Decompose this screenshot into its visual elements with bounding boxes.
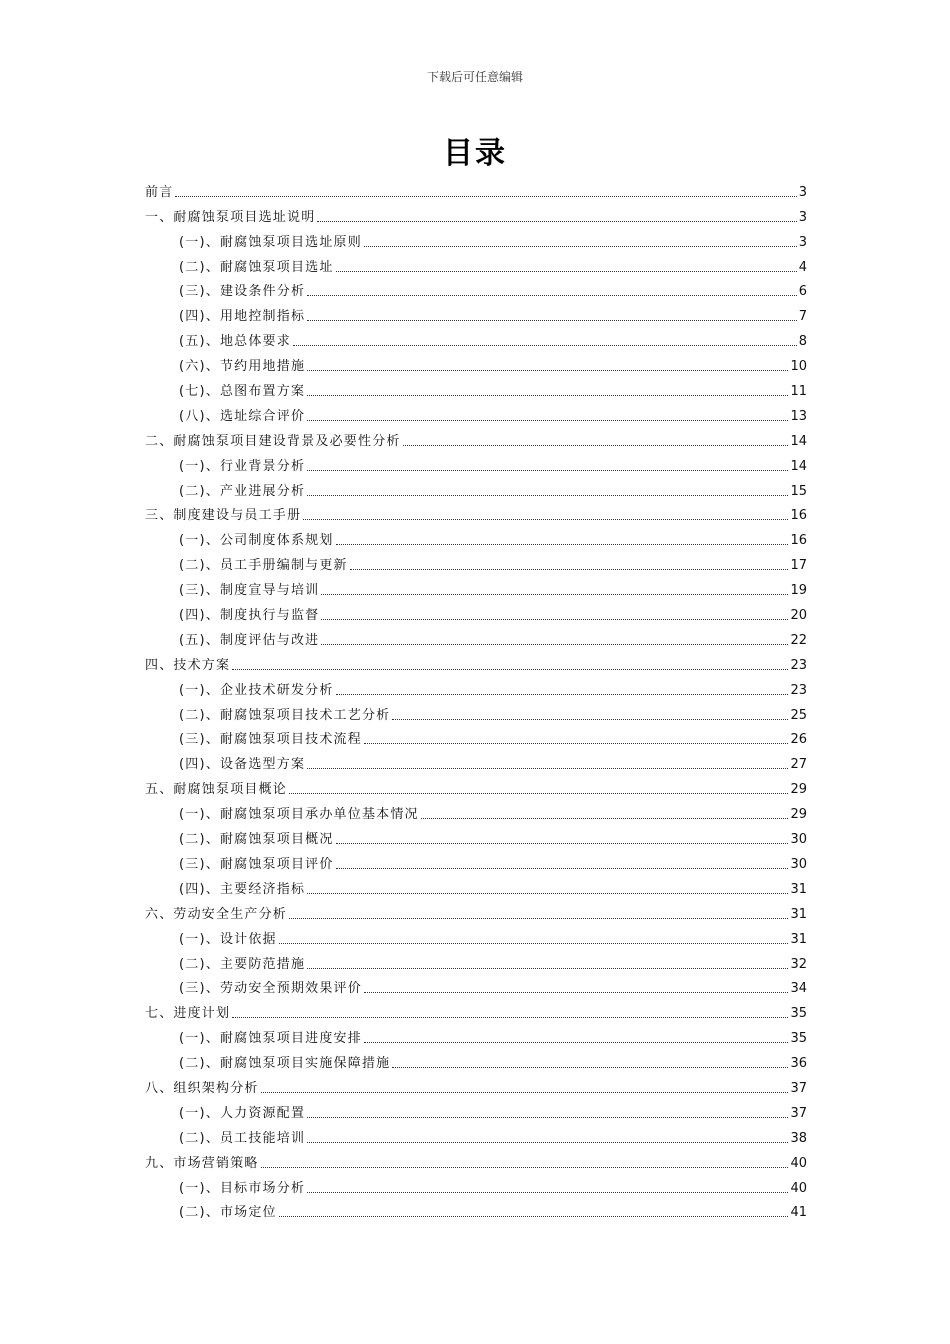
toc-entry[interactable] <box>145 873 807 898</box>
toc-entry[interactable] <box>145 251 807 276</box>
toc-entry-page-number: 14 <box>790 433 807 449</box>
toc-entry-label: 一、耐腐蚀泵项目选址说明 <box>145 209 316 225</box>
toc-entry-label: (三)、劳动安全预期效果评价 <box>179 981 362 997</box>
toc-entry-page-number: 31 <box>790 931 807 947</box>
toc-entry-label: (一)、行业背景分析 <box>179 458 306 474</box>
toc-dot-leader <box>307 893 788 894</box>
toc-entry[interactable] <box>145 599 807 624</box>
toc-entry[interactable] <box>145 1122 807 1147</box>
toc-entry-label: (六)、节约用地措施 <box>179 359 306 375</box>
toc-entry-label: 五、耐腐蚀泵项目概论 <box>145 782 288 798</box>
toc-entry-page-number: 30 <box>790 856 807 872</box>
toc-entry[interactable] <box>145 1197 807 1222</box>
toc-dot-leader <box>321 619 788 620</box>
toc-dot-leader <box>307 1192 788 1193</box>
toc-dot-leader <box>307 1117 788 1118</box>
toc-entry[interactable] <box>145 773 807 798</box>
toc-dot-leader <box>303 519 788 520</box>
toc-entry-label: (三)、制度宣导与培训 <box>179 583 320 599</box>
toc-dot-leader <box>421 818 789 819</box>
toc-entry-page-number: 20 <box>790 608 807 624</box>
toc-entry-label: (二)、市场定位 <box>179 1205 277 1221</box>
toc-dot-leader <box>321 594 788 595</box>
header-note: 下载后可任意编辑 <box>426 70 523 84</box>
toc-dot-leader <box>392 1067 788 1068</box>
toc-entry-label: (三)、耐腐蚀泵项目评价 <box>179 856 334 872</box>
toc-entry-label: (一)、公司制度体系规划 <box>179 533 334 549</box>
toc-title: 目录 <box>443 136 507 171</box>
toc-entry-page-number: 17 <box>790 558 807 574</box>
toc-entry-page-number: 15 <box>790 483 807 499</box>
toc-entry[interactable] <box>145 823 807 848</box>
toc-entry-label: (一)、人力资源配置 <box>179 1105 306 1121</box>
toc-dot-leader <box>307 295 797 296</box>
toc-entry-page-number: 11 <box>790 384 807 400</box>
toc-entry-page-number: 37 <box>790 1080 807 1096</box>
toc-entry-page-number: 27 <box>790 757 807 773</box>
toc-entry[interactable] <box>145 1072 807 1097</box>
toc-entry-label: (一)、企业技术研发分析 <box>179 682 334 698</box>
toc-entry[interactable] <box>145 624 807 649</box>
toc-dot-leader <box>364 992 789 993</box>
toc-entry-page-number: 3 <box>798 234 807 250</box>
toc-entry-page-number: 13 <box>790 408 807 424</box>
toc-entry-page-number: 6 <box>798 284 807 300</box>
toc-entry[interactable] <box>145 201 807 226</box>
toc-dot-leader <box>307 395 788 396</box>
toc-entry-page-number: 31 <box>790 881 807 897</box>
toc-entry[interactable] <box>145 400 807 425</box>
toc-entry[interactable] <box>145 350 807 375</box>
toc-entry-label: (二)、员工手册编制与更新 <box>179 558 348 574</box>
toc-entry-label: (二)、耐腐蚀泵项目实施保障措施 <box>179 1056 391 1072</box>
toc-entry[interactable] <box>145 574 807 599</box>
toc-entry-label: 前言 <box>145 184 174 200</box>
toc-entry-page-number: 31 <box>790 906 807 922</box>
toc-entry[interactable] <box>145 450 807 475</box>
toc-entry-page-number: 16 <box>790 533 807 549</box>
toc-dot-leader <box>232 669 788 670</box>
toc-entry-label: (四)、用地控制指标 <box>179 309 306 325</box>
toc-entry-label: (一)、目标市场分析 <box>179 1180 306 1196</box>
toc-dot-leader <box>336 271 797 272</box>
toc-dot-leader <box>289 918 788 919</box>
toc-entry-page-number: 3 <box>798 184 807 200</box>
toc-dot-leader <box>317 221 796 222</box>
toc-entry-page-number: 34 <box>790 981 807 997</box>
toc-entry-label: 二、耐腐蚀泵项目建设背景及必要性分析 <box>145 433 401 449</box>
toc-entry[interactable] <box>145 997 807 1022</box>
toc-entry-page-number: 16 <box>790 508 807 524</box>
toc-dot-leader <box>293 345 797 346</box>
toc-entry-label: (五)、制度评估与改进 <box>179 632 320 648</box>
toc-entry-label: (一)、耐腐蚀泵项目承办单位基本情况 <box>179 807 419 823</box>
toc-entry-label: (二)、耐腐蚀泵项目技术工艺分析 <box>179 707 391 723</box>
toc-entry[interactable] <box>145 674 807 699</box>
toc-dot-leader <box>336 544 789 545</box>
toc-entry[interactable] <box>145 1147 807 1172</box>
toc-entry-page-number: 35 <box>790 1006 807 1022</box>
toc-entry[interactable] <box>145 325 807 350</box>
toc-entry-page-number: 23 <box>790 682 807 698</box>
toc-entry-page-number: 19 <box>790 583 807 599</box>
toc-entry-label: (三)、耐腐蚀泵项目技术流程 <box>179 732 362 748</box>
toc-dot-leader <box>289 793 788 794</box>
toc-entry[interactable] <box>145 898 807 923</box>
toc-entry[interactable] <box>145 948 807 973</box>
toc-entry-page-number: 10 <box>790 359 807 375</box>
toc-entry-label: (二)、耐腐蚀泵项目选址 <box>179 259 334 275</box>
toc-entry[interactable] <box>145 300 807 325</box>
toc-dot-leader <box>364 1042 789 1043</box>
toc-dot-leader <box>261 1167 789 1168</box>
toc-entry[interactable] <box>145 923 807 948</box>
toc-entry-label: (五)、地总体要求 <box>179 334 291 350</box>
toc-entry[interactable] <box>145 549 807 574</box>
toc-entry-label: (八)、选址综合评价 <box>179 408 306 424</box>
toc-dot-leader <box>175 196 796 197</box>
toc-dot-leader <box>403 445 789 446</box>
toc-dot-leader <box>307 320 797 321</box>
toc-entry-page-number: 14 <box>790 458 807 474</box>
toc-dot-leader <box>364 246 797 247</box>
toc-entry-label: 六、劳动安全生产分析 <box>145 906 288 922</box>
toc-entry-page-number: 7 <box>798 309 807 325</box>
toc-entry-page-number: 3 <box>798 209 807 225</box>
toc-dot-leader <box>364 743 789 744</box>
toc-entry-label: (四)、设备选型方案 <box>179 757 306 773</box>
toc-entry[interactable] <box>145 1022 807 1047</box>
toc-entry[interactable] <box>145 524 807 549</box>
toc-dot-leader <box>307 470 788 471</box>
toc-entry-label: 八、组织架构分析 <box>145 1080 259 1096</box>
toc-entry-label: (二)、耐腐蚀泵项目概况 <box>179 832 334 848</box>
toc-dot-leader <box>392 719 788 720</box>
toc-entry-page-number: 36 <box>790 1056 807 1072</box>
toc-entry[interactable] <box>145 425 807 450</box>
toc-entry-page-number: 35 <box>790 1031 807 1047</box>
toc-entry-label: (四)、制度执行与监督 <box>179 608 320 624</box>
toc-entry-label: (二)、主要防范措施 <box>179 956 306 972</box>
toc-entry[interactable] <box>145 500 807 525</box>
toc-entry-label: (一)、设计依据 <box>179 931 277 947</box>
toc-entry-label: (一)、耐腐蚀泵项目进度安排 <box>179 1031 362 1047</box>
toc-dot-leader <box>307 495 788 496</box>
toc-entry[interactable] <box>145 848 807 873</box>
toc-entry-page-number: 29 <box>790 782 807 798</box>
toc-entry-page-number: 40 <box>790 1155 807 1171</box>
toc-entry-page-number: 38 <box>790 1130 807 1146</box>
toc-dot-leader <box>232 1017 788 1018</box>
toc-entry-label: 三、制度建设与员工手册 <box>145 508 302 524</box>
toc-dot-leader <box>350 569 789 570</box>
toc-entry-page-number: 4 <box>798 259 807 275</box>
toc-entry-label: (一)、耐腐蚀泵项目选址原则 <box>179 234 362 250</box>
toc-dot-leader <box>307 1142 788 1143</box>
toc-dot-leader <box>279 1216 789 1217</box>
toc-entry-page-number: 26 <box>790 732 807 748</box>
toc-entry-page-number: 22 <box>790 632 807 648</box>
toc-dot-leader <box>336 868 789 869</box>
toc-entry-page-number: 29 <box>790 807 807 823</box>
toc-entry[interactable] <box>145 226 807 251</box>
toc-entry[interactable] <box>145 475 807 500</box>
toc-entry-page-number: 41 <box>790 1205 807 1221</box>
toc-entry-label: (二)、员工技能培训 <box>179 1130 306 1146</box>
toc-entry-label: 四、技术方案 <box>145 657 231 673</box>
toc-entry[interactable] <box>145 1047 807 1072</box>
toc-entry-page-number: 40 <box>790 1180 807 1196</box>
table-of-contents <box>145 176 807 1221</box>
toc-entry-page-number: 32 <box>790 956 807 972</box>
toc-entry[interactable] <box>145 1097 807 1122</box>
toc-dot-leader <box>307 768 788 769</box>
toc-entry-label: 九、市场营销策略 <box>145 1155 259 1171</box>
toc-entry[interactable] <box>145 176 807 201</box>
toc-entry-label: (二)、产业进展分析 <box>179 483 306 499</box>
toc-dot-leader <box>261 1092 789 1093</box>
toc-dot-leader <box>279 943 789 944</box>
toc-entry-label: 七、进度计划 <box>145 1006 231 1022</box>
toc-entry-page-number: 37 <box>790 1105 807 1121</box>
toc-entry[interactable] <box>145 724 807 749</box>
toc-entry-label: (七)、总图布置方案 <box>179 384 306 400</box>
toc-dot-leader <box>321 644 788 645</box>
toc-entry[interactable] <box>145 699 807 724</box>
toc-entry[interactable] <box>145 973 807 998</box>
toc-entry-label: (三)、建设条件分析 <box>179 284 306 300</box>
toc-entry[interactable] <box>145 748 807 773</box>
toc-entry[interactable] <box>145 649 807 674</box>
toc-entry-page-number: 30 <box>790 832 807 848</box>
toc-dot-leader <box>307 968 788 969</box>
toc-dot-leader <box>336 694 789 695</box>
toc-entry-page-number: 23 <box>790 657 807 673</box>
toc-entry-page-number: 25 <box>790 707 807 723</box>
toc-entry-label: (四)、主要经济指标 <box>179 881 306 897</box>
toc-entry[interactable] <box>145 1172 807 1197</box>
toc-dot-leader <box>336 843 789 844</box>
toc-dot-leader <box>307 370 788 371</box>
toc-dot-leader <box>307 420 788 421</box>
toc-entry[interactable] <box>145 375 807 400</box>
toc-entry-page-number: 8 <box>798 334 807 350</box>
toc-entry[interactable] <box>145 798 807 823</box>
toc-entry[interactable] <box>145 276 807 301</box>
